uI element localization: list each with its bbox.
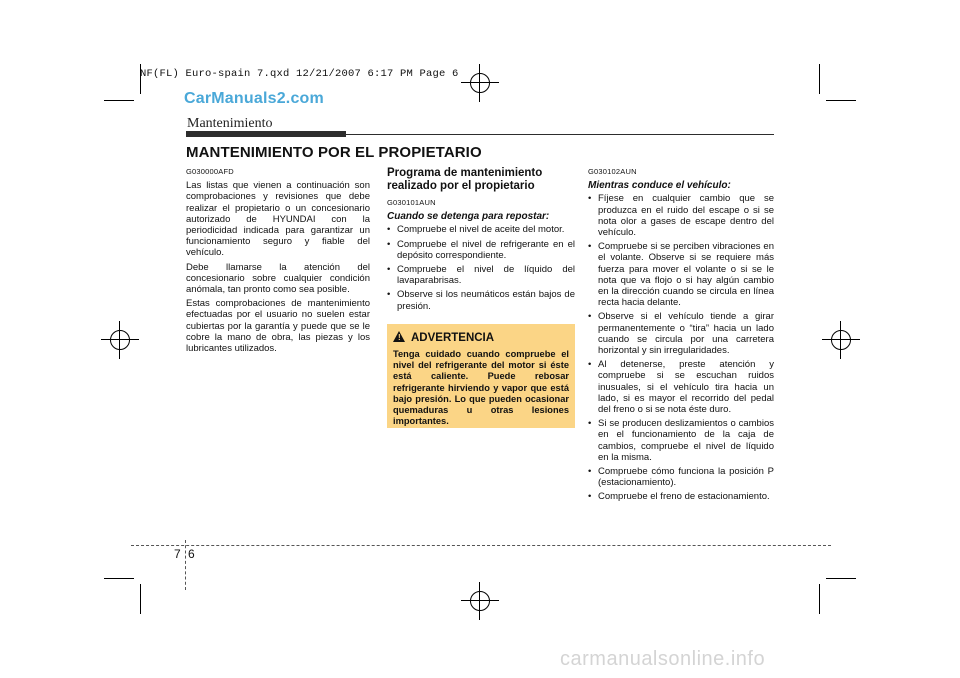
list-item: • Observe si los neumáticos están bajos de presión. xyxy=(387,289,575,312)
subsection-subheading: Mientras conduce el vehículo: xyxy=(588,180,731,192)
chapter-number: 7 xyxy=(174,547,181,561)
crop-mark xyxy=(826,100,856,101)
bullet-icon: • xyxy=(588,491,592,503)
paragraph: Debe llamarse la atención del concesionario sobre cualquier condición anómala, tan pronto como sea posible. xyxy=(186,261,370,296)
footer-rule xyxy=(131,545,831,546)
crop-mark xyxy=(104,100,134,101)
paragraph: Las listas que vienen a continuación son comprobaciones y revisiones que debe realizar el propietario o un concesionario autorizado de HYUNDAI con la periodicidad indicada para garantizar un funcionamiento seguro y fiable del vehículo. xyxy=(186,180,370,259)
crop-mark xyxy=(826,578,856,579)
crop-mark xyxy=(140,584,141,614)
list-item: • Observe si el vehículo tiende a girar permanentemente o “tira” hacia un lado cuando se circula por una carretera horizontal y sin irregularidades. xyxy=(588,311,774,357)
bullet-icon: • xyxy=(588,241,592,253)
crop-mark xyxy=(819,584,820,614)
warning-text: Tenga cuidado cuando compruebe el nivel del refrigerante del motor si éste está caliente. Puede rebosar refrigerante hirviendo y vapor que está bajo presión. Lo que pueden ocasionar quemaduras u otras lesiones importantes. xyxy=(393,349,569,427)
registration-mark-icon xyxy=(465,586,495,616)
reference-code: G030000AFD xyxy=(186,167,234,176)
bullet-icon: • xyxy=(588,418,592,430)
subsection-subheading: Cuando se detenga para repostar: xyxy=(387,211,550,223)
warning-box xyxy=(387,324,575,428)
header-bar xyxy=(186,131,346,137)
reference-code: G030102AUN xyxy=(588,167,637,176)
watermark-link[interactable]: CarManuals2.com xyxy=(184,90,324,107)
list-item: • Si se producen deslizamientos o cambios en el funcionamiento de la caja de cambios, compruebe el nivel de líquido en la misma. xyxy=(588,418,774,463)
registration-mark-icon xyxy=(465,68,495,98)
page-number: 6 xyxy=(188,547,195,561)
page-number-divider xyxy=(185,540,186,590)
list-item: • Fíjese en cualquier cambio que se produzca en el ruido del escape o si se nota olor a gases de escape dentro del vehículo. xyxy=(588,193,774,239)
list-item: • Al detenerse, preste atención y compruebe si se escuchan ruidos inusuales, si el vehículo tira hacia un lado, si es mayor el recorrido del pedal del freno o si se nota éste duro. xyxy=(588,359,774,416)
footer-watermark: carmanualsonline.info xyxy=(560,648,766,670)
list-item: • Compruebe cómo funciona la posición P (estacionamiento). xyxy=(588,466,774,489)
bullet-icon: • xyxy=(588,311,592,323)
bullet-icon: • xyxy=(588,193,592,205)
registration-mark-icon xyxy=(826,325,856,355)
bullet-icon: • xyxy=(588,359,592,371)
paragraph: Estas comprobaciones de mantenimiento efectuadas por el usuario no suelen estar cubiertas por la garantía y puede que se le cobre la mano de obra, las piezas y los lubricantes utilizados. xyxy=(186,298,370,355)
reference-code: G030101AUN xyxy=(387,198,436,207)
subsection-heading: Programa de mantenimiento realizado por el propietario xyxy=(387,167,543,192)
bullet-icon: • xyxy=(387,224,391,236)
crop-mark xyxy=(819,64,820,94)
bullet-icon: • xyxy=(387,238,391,250)
bullet-icon: • xyxy=(588,466,592,478)
list-item: • Compruebe el nivel de líquido del lavaparabrisas. xyxy=(387,264,575,287)
warning-triangle-icon: ! xyxy=(393,331,405,342)
list-item: • Compruebe el nivel de refrigerante en el depósito correspondiente. xyxy=(387,238,575,261)
column-3 xyxy=(588,166,774,506)
list-item: • Compruebe el nivel de aceite del motor. xyxy=(387,224,565,236)
column-2 xyxy=(387,167,575,315)
section-title: MANTENIMIENTO POR EL PROPIETARIO xyxy=(186,144,482,161)
header-rule xyxy=(346,134,774,135)
registration-mark-icon xyxy=(105,325,135,355)
print-slug: NF(FL) Euro-spain 7.qxd 12/21/2007 6:17 PM Page 6 xyxy=(140,68,459,80)
warning-title: ADVERTENCIA xyxy=(411,332,495,344)
running-head: Mantenimiento xyxy=(187,116,273,131)
list-item: • Compruebe si se perciben vibraciones en el volante. Observe si se requiere más fuerza para mover el volante o si se le nota que va flojo o si hay algún cambio en la dirección cuando se circula en línea recta hacia delante. xyxy=(588,241,774,309)
checklist xyxy=(588,193,774,502)
checklist xyxy=(387,224,575,311)
column-1 xyxy=(186,166,370,357)
bullet-icon: • xyxy=(387,264,391,276)
list-item: • Compruebe el freno de estacionamiento. xyxy=(588,491,770,503)
bullet-icon: • xyxy=(387,289,391,301)
crop-mark xyxy=(104,578,134,579)
